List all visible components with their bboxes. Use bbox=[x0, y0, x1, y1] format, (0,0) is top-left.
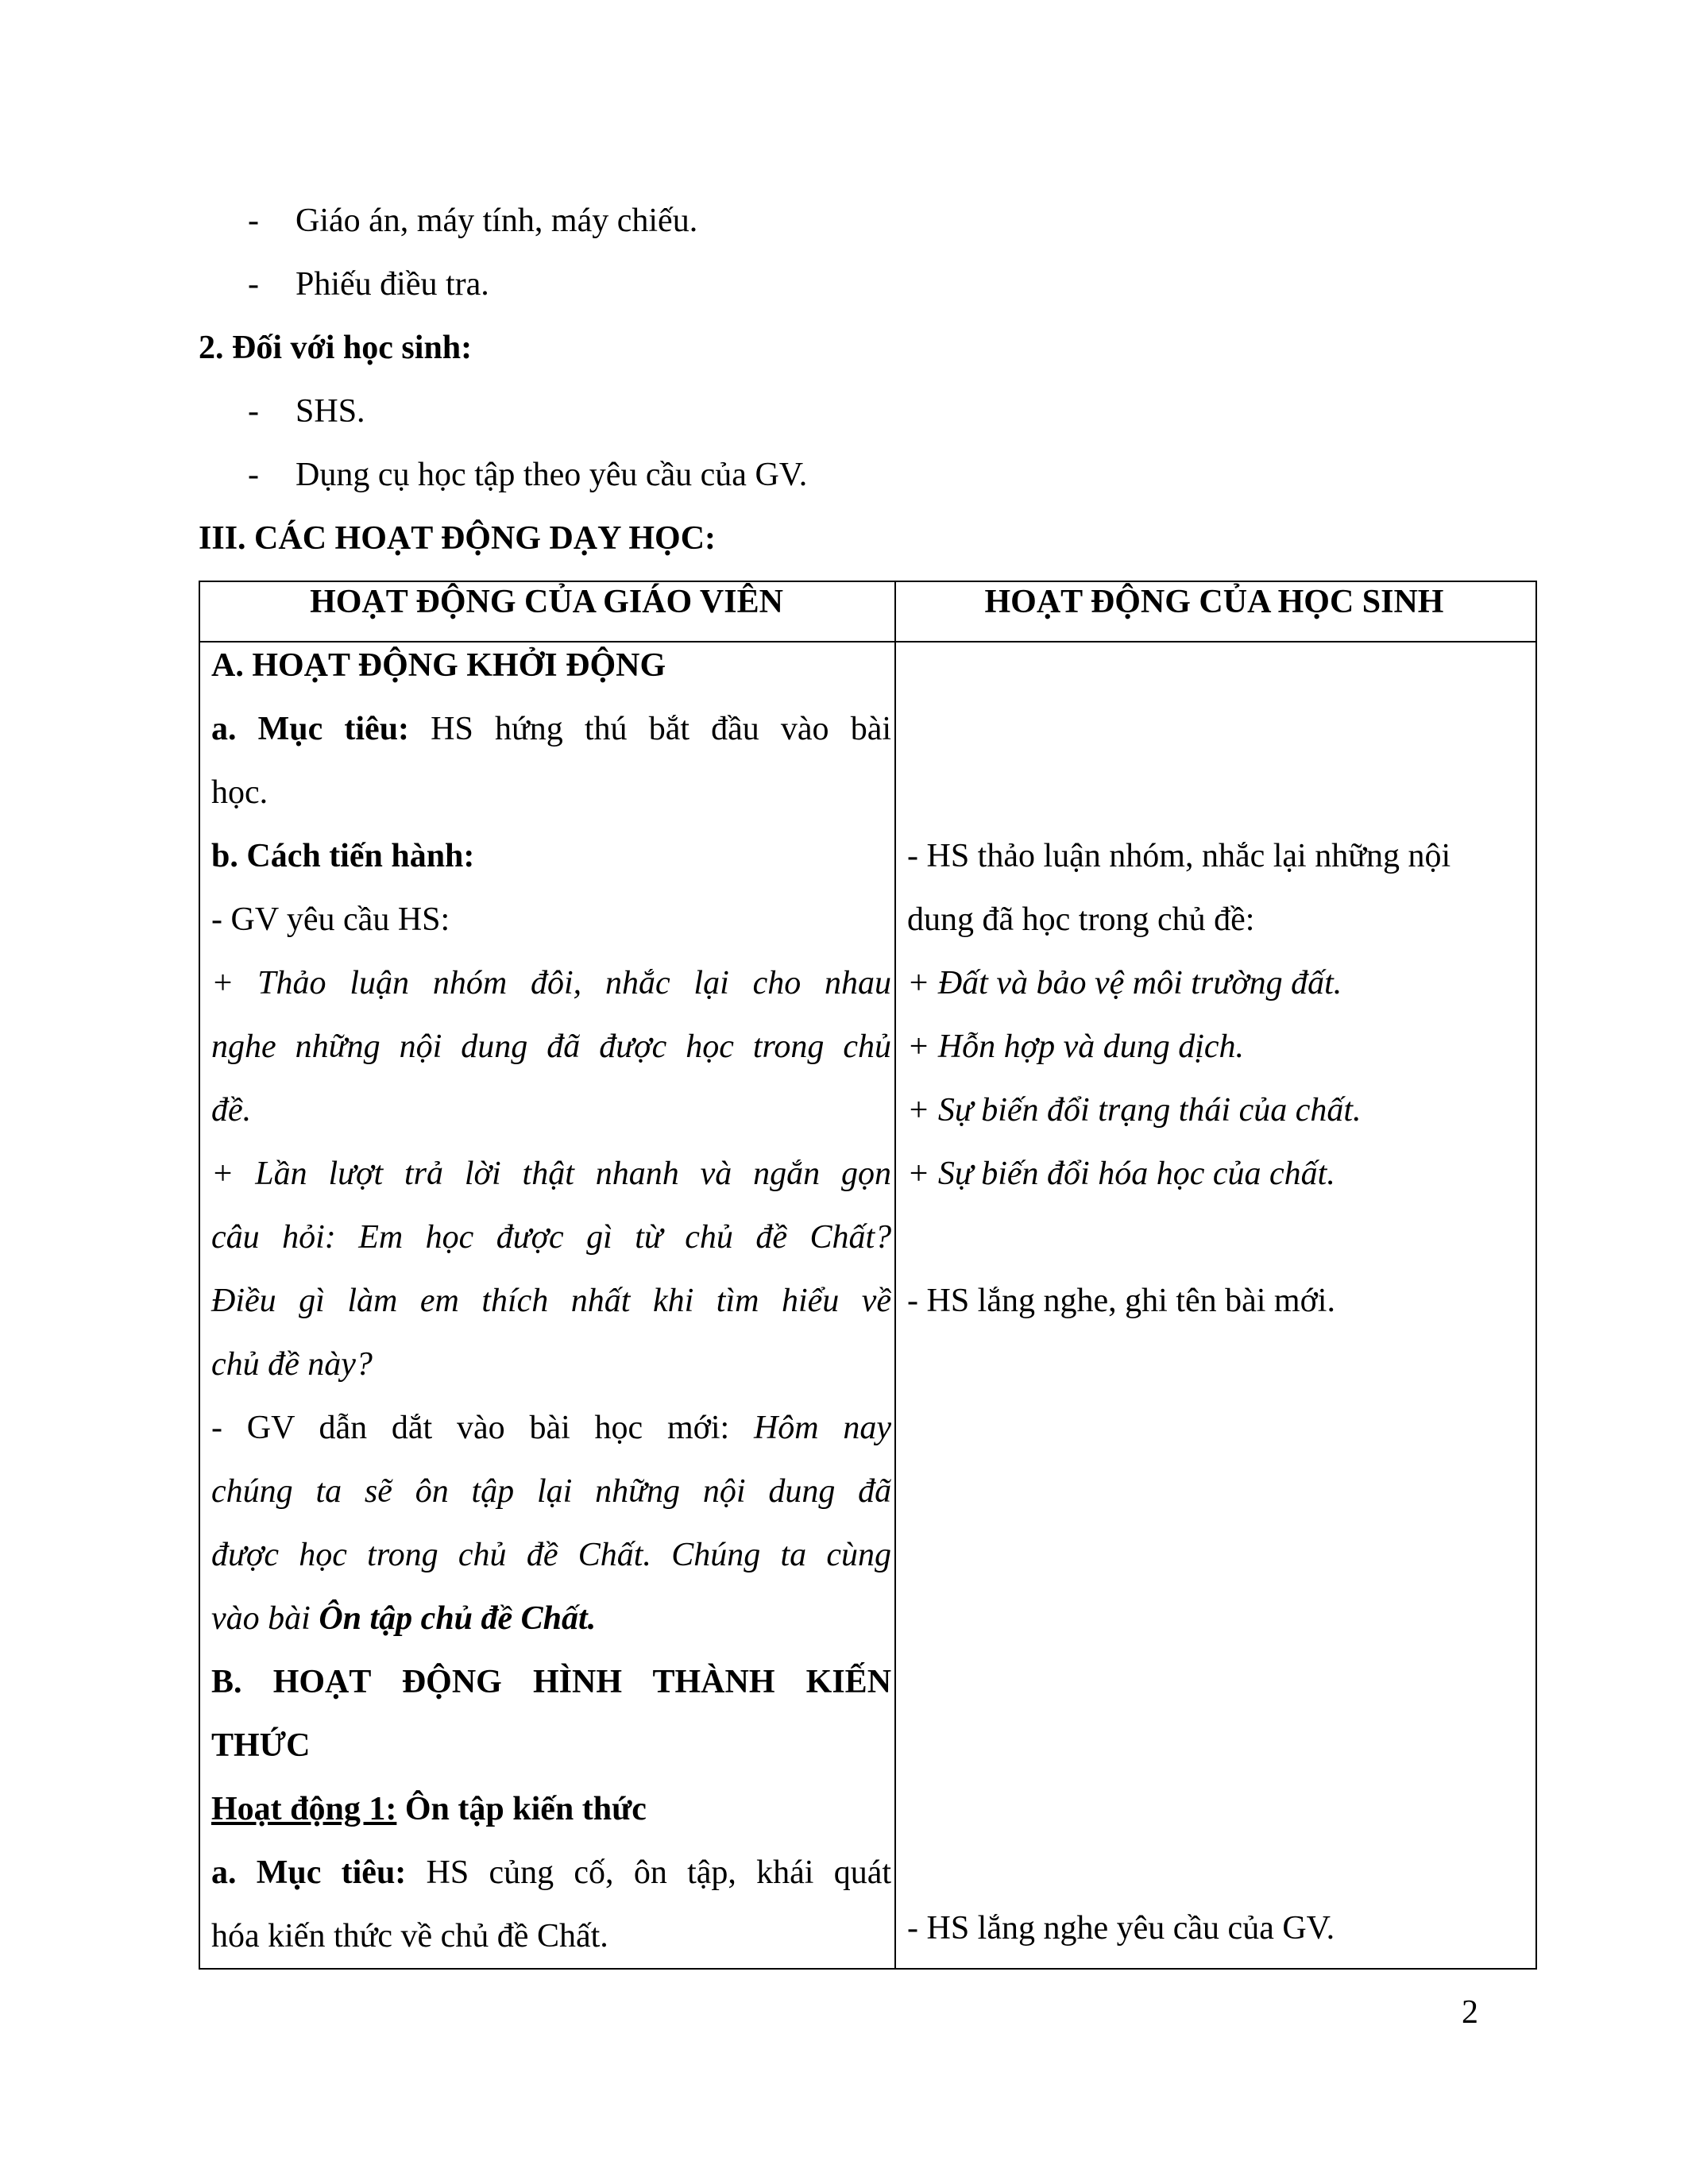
student-topic-item: + Hỗn hợp và dung dịch. bbox=[907, 1028, 1245, 1065]
student-column-header: HOẠT ĐỘNG CỦA HỌC SINH bbox=[984, 584, 1444, 620]
bullet-dash: - bbox=[248, 457, 259, 493]
discussion-line-end: đề. bbox=[211, 1092, 252, 1129]
activities-table bbox=[199, 581, 1537, 1970]
teacher-material-1: Giáo án, máy tính, máy chiếu. bbox=[295, 203, 698, 239]
discussion-line: nghe những nội dung đã được học trong chủ bbox=[211, 1028, 891, 1065]
section-a-title: A. HOẠT ĐỘNG KHỞI ĐỘNG bbox=[211, 647, 666, 684]
student-activity-text: - HS lắng nghe yêu cầu của GV. bbox=[907, 1910, 1335, 1947]
bullet-dash: - bbox=[248, 266, 259, 303]
student-material-2: Dụng cụ học tập theo yêu cầu của GV. bbox=[295, 457, 808, 493]
page-number: 2 bbox=[1462, 1994, 1478, 2031]
lead-in-line: được học trong chủ đề Chất. Chúng ta cùng bbox=[211, 1537, 892, 1573]
procedure-label: b. Cách tiến hành: bbox=[211, 838, 475, 874]
answer-line: Điều gì làm em thích nhất khi tìm hiểu về bbox=[211, 1283, 892, 1319]
lead-in-line: - GV dẫn dắt vào bài học mới: Hôm nay bbox=[211, 1410, 892, 1446]
student-activity-text: dung đã học trong chủ đề: bbox=[907, 901, 1255, 938]
teacher-material-2: Phiếu điều tra. bbox=[295, 266, 489, 303]
answer-line-end: chủ đề này? bbox=[211, 1346, 373, 1383]
activity-1-heading: Hoạt động 1: Ôn tập kiến thức bbox=[211, 1791, 647, 1827]
discussion-line: + Thảo luận nhóm đôi, nhắc lại cho nhau bbox=[211, 965, 892, 1001]
student-topic-item: + Sự biến đổi hóa học của chất. bbox=[907, 1156, 1335, 1192]
student-heading: 2. Đối với học sinh: bbox=[199, 330, 473, 366]
objective-2-line: a. Mục tiêu: HS củng cố, ôn tập, khái quát bbox=[211, 1854, 891, 1891]
bullet-dash: - bbox=[248, 203, 259, 239]
lead-in-line-end: vào bài Ôn tập chủ đề Chất. bbox=[211, 1600, 597, 1637]
answer-line: câu hỏi: Em học được gì từ chủ đề Chất? bbox=[211, 1219, 892, 1256]
student-activity-text: - HS thảo luận nhóm, nhắc lại những nội bbox=[907, 838, 1451, 874]
section-title: III. CÁC HOẠT ĐỘNG DẠY HỌC: bbox=[199, 520, 717, 557]
student-activity-text: - HS lắng nghe, ghi tên bài mới. bbox=[907, 1283, 1335, 1319]
section-b-title-end: THỨC bbox=[211, 1727, 311, 1764]
teacher-column-header: HOẠT ĐỘNG CỦA GIÁO VIÊN bbox=[310, 584, 783, 620]
lead-in-line: chúng ta sẽ ôn tập lại những nội dung đã bbox=[211, 1473, 892, 1510]
objective-line-end: học. bbox=[211, 774, 268, 811]
answer-line: + Lần lượt trả lời thật nhanh và ngắn gọn bbox=[211, 1156, 892, 1192]
objective-line: a. Mục tiêu: HS hứng thú bắt đầu vào bài bbox=[211, 711, 891, 747]
bullet-dash: - bbox=[248, 393, 259, 430]
objective-2-line-end: hóa kiến thức về chủ đề Chất. bbox=[211, 1918, 608, 1954]
student-topic-item: + Sự biến đổi trạng thái của chất. bbox=[907, 1092, 1362, 1129]
student-material-1: SHS. bbox=[295, 393, 365, 430]
section-b-title: B. HOẠT ĐỘNG HÌNH THÀNH KIẾN bbox=[211, 1664, 892, 1700]
teacher-request: - GV yêu cầu HS: bbox=[211, 901, 450, 938]
student-topic-item: + Đất và bảo vệ môi trường đất. bbox=[907, 965, 1342, 1001]
